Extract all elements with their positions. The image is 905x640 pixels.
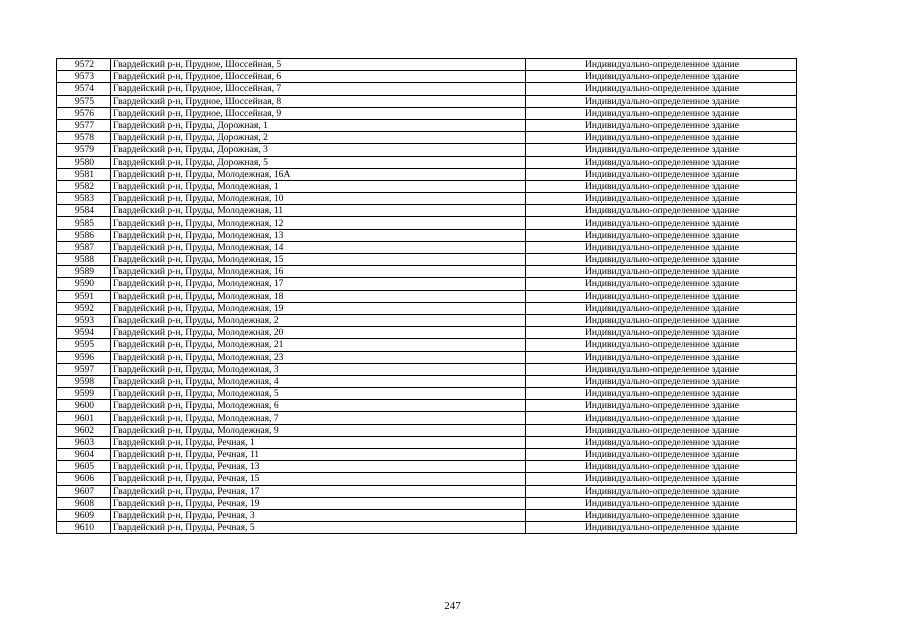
address-cell: Гвардейский р-н, Пруды, Молодежная, 15 (111, 254, 526, 266)
table-row (57, 266, 797, 278)
property-type-cell: Индивидуально-определенное здание (526, 241, 797, 253)
property-type-cell: Индивидуально-определенное здание (526, 144, 797, 156)
table-row (57, 473, 797, 485)
address-cell: Гвардейский р-н, Прудное, Шоссейная, 5 (111, 59, 526, 71)
address-cell: Гвардейский р-н, Пруды, Молодежная, 16 (111, 266, 526, 278)
table-row (57, 449, 797, 461)
row-number-cell: 9594 (57, 327, 111, 339)
row-number-cell: 9596 (57, 351, 111, 363)
address-cell: Гвардейский р-н, Пруды, Речная, 19 (111, 497, 526, 509)
table-row (57, 290, 797, 302)
property-type-cell: Индивидуально-определенное здание (526, 436, 797, 448)
table-row (57, 132, 797, 144)
address-cell: Гвардейский р-н, Пруды, Речная, 13 (111, 461, 526, 473)
address-cell: Гвардейский р-н, Пруды, Молодежная, 3 (111, 363, 526, 375)
property-type-cell: Индивидуально-определенное здание (526, 83, 797, 95)
table-row (57, 509, 797, 521)
table-row (57, 217, 797, 229)
address-cell: Гвардейский р-н, Пруды, Молодежная, 20 (111, 327, 526, 339)
table-row (57, 351, 797, 363)
property-type-cell: Индивидуально-определенное здание (526, 205, 797, 217)
property-type-cell: Индивидуально-определенное здание (526, 412, 797, 424)
row-number-cell: 9610 (57, 522, 111, 534)
property-type-cell: Индивидуально-определенное здание (526, 302, 797, 314)
address-cell: Гвардейский р-н, Пруды, Речная, 3 (111, 509, 526, 521)
table-row (57, 327, 797, 339)
row-number-cell: 9598 (57, 375, 111, 387)
property-type-cell: Индивидуально-определенное здание (526, 497, 797, 509)
address-cell: Гвардейский р-н, Пруды, Дорожная, 1 (111, 119, 526, 131)
property-type-cell: Индивидуально-определенное здание (526, 217, 797, 229)
property-type-cell: Индивидуально-определенное здание (526, 363, 797, 375)
address-cell: Гвардейский р-н, Пруды, Дорожная, 3 (111, 144, 526, 156)
table-row (57, 424, 797, 436)
property-type-cell: Индивидуально-определенное здание (526, 156, 797, 168)
table-row (57, 497, 797, 509)
address-cell: Гвардейский р-н, Пруды, Молодежная, 18 (111, 290, 526, 302)
address-cell: Гвардейский р-н, Пруды, Молодежная, 6 (111, 400, 526, 412)
row-number-cell: 9595 (57, 339, 111, 351)
table-row (57, 339, 797, 351)
property-type-cell: Индивидуально-определенное здание (526, 290, 797, 302)
property-type-cell: Индивидуально-определенное здание (526, 509, 797, 521)
table-row (57, 95, 797, 107)
row-number-cell: 9579 (57, 144, 111, 156)
address-cell: Гвардейский р-н, Пруды, Молодежная, 16А (111, 168, 526, 180)
address-cell: Гвардейский р-н, Пруды, Речная, 5 (111, 522, 526, 534)
property-type-cell: Индивидуально-определенное здание (526, 473, 797, 485)
property-type-cell: Индивидуально-определенное здание (526, 266, 797, 278)
table-row (57, 485, 797, 497)
address-cell: Гвардейский р-н, Пруды, Дорожная, 5 (111, 156, 526, 168)
table-row (57, 59, 797, 71)
property-type-cell: Индивидуально-определенное здание (526, 180, 797, 192)
table-row (57, 412, 797, 424)
table-row (57, 168, 797, 180)
row-number-cell: 9606 (57, 473, 111, 485)
property-type-cell: Индивидуально-определенное здание (526, 132, 797, 144)
row-number-cell: 9586 (57, 229, 111, 241)
row-number-cell: 9574 (57, 83, 111, 95)
address-cell: Гвардейский р-н, Прудное, Шоссейная, 9 (111, 107, 526, 119)
row-number-cell: 9587 (57, 241, 111, 253)
row-number-cell: 9609 (57, 509, 111, 521)
address-cell: Гвардейский р-н, Пруды, Молодежная, 19 (111, 302, 526, 314)
address-cell: Гвардейский р-н, Пруды, Речная, 17 (111, 485, 526, 497)
address-cell: Гвардейский р-н, Пруды, Молодежная, 9 (111, 424, 526, 436)
property-type-cell: Индивидуально-определенное здание (526, 400, 797, 412)
row-number-cell: 9592 (57, 302, 111, 314)
page-number: 247 (444, 600, 461, 612)
property-type-cell: Индивидуально-определенное здание (526, 314, 797, 326)
address-cell: Гвардейский р-н, Пруды, Молодежная, 17 (111, 278, 526, 290)
property-type-cell: Индивидуально-определенное здание (526, 168, 797, 180)
table-row (57, 144, 797, 156)
row-number-cell: 9604 (57, 449, 111, 461)
address-cell: Гвардейский р-н, Пруды, Молодежная, 1 (111, 180, 526, 192)
table-row (57, 375, 797, 387)
property-type-cell: Индивидуально-определенное здание (526, 95, 797, 107)
registry-table-body (57, 59, 797, 534)
address-cell: Гвардейский р-н, Прудное, Шоссейная, 6 (111, 71, 526, 83)
row-number-cell: 9600 (57, 400, 111, 412)
row-number-cell: 9584 (57, 205, 111, 217)
row-number-cell: 9601 (57, 412, 111, 424)
table-row (57, 205, 797, 217)
row-number-cell: 9593 (57, 314, 111, 326)
property-type-cell: Индивидуально-определенное здание (526, 278, 797, 290)
table-row (57, 107, 797, 119)
row-number-cell: 9582 (57, 180, 111, 192)
address-cell: Гвардейский р-н, Пруды, Молодежная, 5 (111, 388, 526, 400)
table-row (57, 180, 797, 192)
row-number-cell: 9607 (57, 485, 111, 497)
row-number-cell: 9603 (57, 436, 111, 448)
table-row (57, 254, 797, 266)
address-cell: Гвардейский р-н, Пруды, Речная, 11 (111, 449, 526, 461)
table-row (57, 83, 797, 95)
address-cell: Гвардейский р-н, Пруды, Молодежная, 4 (111, 375, 526, 387)
table-row (57, 400, 797, 412)
row-number-cell: 9599 (57, 388, 111, 400)
row-number-cell: 9577 (57, 119, 111, 131)
row-number-cell: 9589 (57, 266, 111, 278)
property-type-cell: Индивидуально-определенное здание (526, 461, 797, 473)
address-cell: Гвардейский р-н, Прудное, Шоссейная, 8 (111, 95, 526, 107)
table-row (57, 314, 797, 326)
property-type-cell: Индивидуально-определенное здание (526, 424, 797, 436)
row-number-cell: 9602 (57, 424, 111, 436)
property-type-cell: Индивидуально-определенное здание (526, 193, 797, 205)
row-number-cell: 9576 (57, 107, 111, 119)
property-type-cell: Индивидуально-определенное здание (526, 71, 797, 83)
table-row (57, 71, 797, 83)
property-type-cell: Индивидуально-определенное здание (526, 339, 797, 351)
row-number-cell: 9583 (57, 193, 111, 205)
property-type-cell: Индивидуально-определенное здание (526, 522, 797, 534)
address-cell: Гвардейский р-н, Пруды, Молодежная, 23 (111, 351, 526, 363)
property-type-cell: Индивидуально-определенное здание (526, 351, 797, 363)
property-type-cell: Индивидуально-определенное здание (526, 375, 797, 387)
table-row (57, 388, 797, 400)
row-number-cell: 9590 (57, 278, 111, 290)
row-number-cell: 9575 (57, 95, 111, 107)
row-number-cell: 9591 (57, 290, 111, 302)
property-type-cell: Индивидуально-определенное здание (526, 388, 797, 400)
address-cell: Гвардейский р-н, Пруды, Молодежная, 10 (111, 193, 526, 205)
table-row (57, 193, 797, 205)
row-number-cell: 9608 (57, 497, 111, 509)
property-type-cell: Индивидуально-определенное здание (526, 449, 797, 461)
table-row (57, 363, 797, 375)
table-row (57, 436, 797, 448)
address-cell: Гвардейский р-н, Пруды, Дорожная, 2 (111, 132, 526, 144)
row-number-cell: 9605 (57, 461, 111, 473)
address-cell: Гвардейский р-н, Пруды, Речная, 1 (111, 436, 526, 448)
row-number-cell: 9580 (57, 156, 111, 168)
property-type-cell: Индивидуально-определенное здание (526, 59, 797, 71)
property-type-cell: Индивидуально-определенное здание (526, 485, 797, 497)
row-number-cell: 9581 (57, 168, 111, 180)
row-number-cell: 9597 (57, 363, 111, 375)
address-cell: Гвардейский р-н, Пруды, Молодежная, 12 (111, 217, 526, 229)
table-row (57, 522, 797, 534)
row-number-cell: 9578 (57, 132, 111, 144)
address-cell: Гвардейский р-н, Пруды, Молодежная, 14 (111, 241, 526, 253)
property-registry-table (56, 58, 797, 534)
table-row (57, 461, 797, 473)
property-type-cell: Индивидуально-определенное здание (526, 119, 797, 131)
property-type-cell: Индивидуально-определенное здание (526, 229, 797, 241)
address-cell: Гвардейский р-н, Пруды, Молодежная, 13 (111, 229, 526, 241)
row-number-cell: 9572 (57, 59, 111, 71)
row-number-cell: 9573 (57, 71, 111, 83)
table-row (57, 229, 797, 241)
property-type-cell: Индивидуально-определенное здание (526, 107, 797, 119)
address-cell: Гвардейский р-н, Прудное, Шоссейная, 7 (111, 83, 526, 95)
table-row (57, 278, 797, 290)
address-cell: Гвардейский р-н, Пруды, Речная, 15 (111, 473, 526, 485)
address-cell: Гвардейский р-н, Пруды, Молодежная, 7 (111, 412, 526, 424)
table-row (57, 241, 797, 253)
row-number-cell: 9585 (57, 217, 111, 229)
property-type-cell: Индивидуально-определенное здание (526, 254, 797, 266)
table-row (57, 302, 797, 314)
row-number-cell: 9588 (57, 254, 111, 266)
address-cell: Гвардейский р-н, Пруды, Молодежная, 2 (111, 314, 526, 326)
table-row (57, 156, 797, 168)
address-cell: Гвардейский р-н, Пруды, Молодежная, 11 (111, 205, 526, 217)
address-cell: Гвардейский р-н, Пруды, Молодежная, 21 (111, 339, 526, 351)
table-row (57, 119, 797, 131)
property-type-cell: Индивидуально-определенное здание (526, 327, 797, 339)
